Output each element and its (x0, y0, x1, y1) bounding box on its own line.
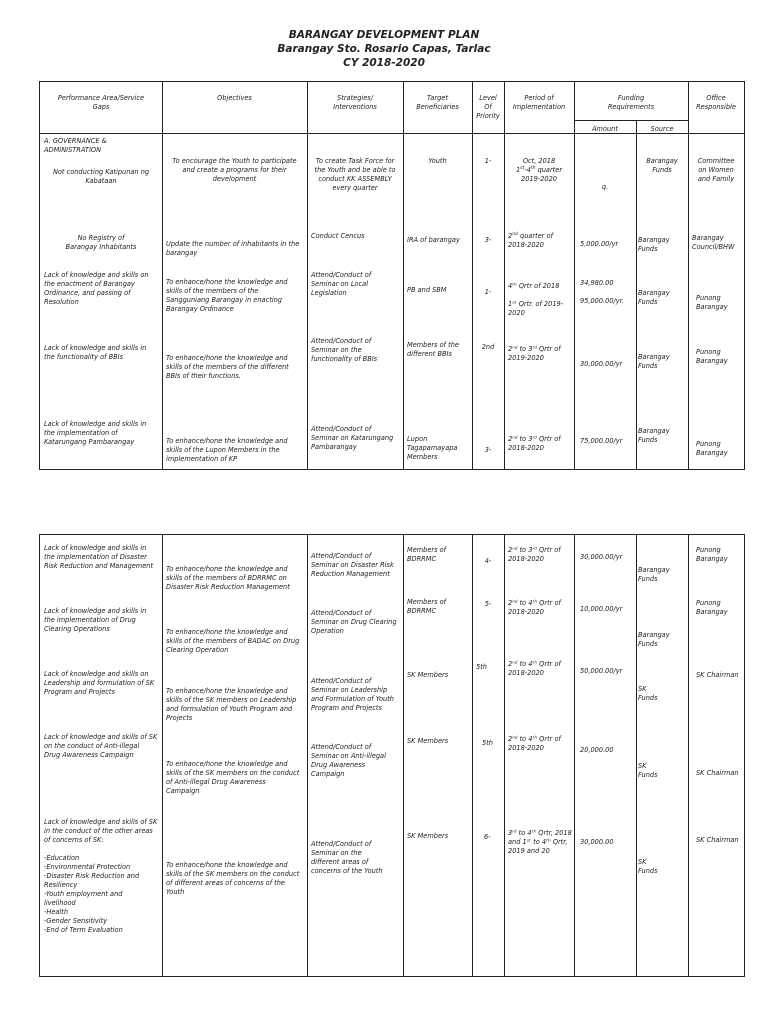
beneficiary-cell: PB and SBM (407, 286, 447, 294)
amount-cell: 75,000.00/yr (580, 437, 623, 445)
office-cell: Punong Barangay (696, 348, 728, 365)
gap-cell: Not conducting Katipunan ng Kabataan (52, 168, 150, 185)
source-cell: SK Funds (638, 685, 658, 702)
source-cell: SK Funds (638, 858, 658, 875)
gap-cell: Lack of knowledge and skills on Leadership and formulation of SK Program and Projects (44, 670, 155, 696)
section-governance: A. GOVERNANCE & ADMINISTRATION (44, 137, 107, 154)
source-cell: Barangay Funds (638, 427, 670, 444)
plan-table-capacity (39, 534, 745, 977)
document-period: CY 2018-2020 (343, 57, 425, 69)
office-cell: Committee on Women and Family (697, 157, 735, 183)
office-cell: SK Chairman (696, 836, 739, 844)
beneficiary-cell: Youth (428, 157, 447, 165)
amount-cell: 50,000.00/yr (580, 667, 623, 675)
header-beneficiaries: Target Beneficiaries (416, 94, 459, 111)
source-cell: SK Funds (638, 762, 658, 779)
header-objectives: Objectives (217, 94, 252, 102)
source-cell: Barangay Funds (638, 289, 670, 306)
header-priority: Level Of Priority (476, 94, 500, 120)
strategy-cell: Attend/Conduct of Seminar on Anti-illegal Drug Awareness Campaign (311, 743, 386, 778)
beneficiary-cell: Members of the different BBIs (407, 341, 459, 358)
strategy-cell: Attend/Conduct of Seminar on the different areas of concerns of the Youth (311, 840, 383, 875)
office-cell: Punong Barangay (696, 546, 728, 563)
objective-cell: To enhance/hone the knowledge and skills of the members of the Sangguniang Barangay in enacting Barangay Ordinance (166, 278, 288, 313)
header-amount: Amount (592, 125, 618, 133)
beneficiary-cell: SK Members (407, 671, 449, 679)
office-cell: Punong Barangay (696, 440, 728, 457)
header-area: Performance Area/Service Gaps (57, 94, 145, 111)
office-cell: SK Chairman (696, 671, 739, 679)
document-location: Barangay Sto. Rosario Capas, Tarlac (277, 43, 491, 55)
objective-cell: To enhance/hone the knowledge and skills of the SK members on Leadership and formulation of Youth Program and Projects (166, 687, 297, 722)
amount-cell: 10,000.00/yr (580, 605, 623, 613)
priority-cell: 3- (484, 446, 492, 454)
amount-cell: q. (601, 183, 609, 191)
source-cell: Barangay Funds (638, 353, 670, 370)
source-cell: Barangay Funds (638, 631, 670, 648)
period-cell: 2ⁿᵈ to 3ʳᵈ Qrtr of 2018-2020 (508, 435, 561, 452)
objective-cell: To enhance/hone the knowledge and skills of the SK members on the conduct of different areas of concerns of the Youth (166, 861, 300, 896)
strategy-cell: Attend/Conduct of Seminar on Drug Clearing Operation (311, 609, 397, 635)
objective-cell: Update the number of inhabitants in the barangay (166, 240, 300, 257)
objective-cell: To enhance/hone the knowledge and skills of the Lupon Members in the implementation of KP (166, 437, 288, 463)
amount-cell: 30,000.00 (580, 838, 614, 846)
gap-cell: Lack of knowledge and skills in the implementation of Drug Clearing Operations (44, 607, 147, 633)
strategy-cell: Attend/Conduct of Seminar on Leadership and Formulation of Youth Program and Projects (311, 677, 394, 712)
period-cell: 3ʳᵈ to 4ᵗʰ Qrtr, 2018 and 1ˢᵗ to 4ᵗʰ Qrtr, 2019 and 20 (508, 829, 572, 855)
header-period: Period of Implementation (512, 94, 566, 111)
beneficiary-cell: SK Members (407, 737, 449, 745)
priority-cell: 6- (484, 833, 491, 841)
priority-cell: 4- (484, 557, 492, 565)
office-cell: Punong Barangay (696, 599, 728, 616)
gap-cell: Lack of knowledge and skills on the enactment of Barangay Ordinance, and passing of Resolution (44, 271, 149, 306)
amount-cell: 30,000.00/yr (580, 360, 623, 368)
source-cell: Barangay Funds (646, 157, 678, 174)
amount-cell: 20,000.00 (580, 746, 614, 754)
period-cell: 2ⁿᵈ to 4ᵗʰ Qrtr of 2018-2020 (508, 735, 561, 752)
priority-cell: 5- (484, 600, 492, 608)
strategy-cell: Attend/Conduct of Seminar on Disaster Risk Reduction Management (311, 552, 394, 578)
strategy-cell: Attend/Conduct of Seminar on Katarungang Pambarangay (311, 425, 394, 451)
priority-cell: 5th (482, 739, 493, 747)
priority-cell: 2nd (481, 343, 495, 351)
gap-cell: Lack of knowledge and skills of SK on the conduct of Anti-illegal Drug Awareness Campaign (44, 733, 158, 759)
gap-cell: No Registry of Barangay Inhabitants (65, 234, 137, 251)
objective-cell: To enhance/hone the knowledge and skills of the members of BADAC on Drug Clearing Operation (166, 628, 300, 654)
strategy-cell: To create Task Force for the Youth and be able to conduct KK ASSEMBLY every quarter (314, 157, 396, 192)
header-office: Office Responsible (696, 94, 736, 111)
office-cell: Punong Barangay (696, 294, 728, 311)
priority-cell: 5th (476, 663, 487, 671)
gap-cell: Lack of knowledge and skills in the functionality of BBIs (44, 344, 147, 361)
priority-cell: 1- (484, 288, 492, 296)
office-cell: SK Chairman (696, 769, 739, 777)
header-source: Source (650, 125, 674, 133)
strategy-cell: Attend/Conduct of Seminar on Local Legislation (311, 271, 372, 297)
objective-cell: To enhance/hone the knowledge and skills of the members of BDRRMC on Disaster Risk Reduction Management (166, 565, 290, 591)
amount-cell: 30,000.00/yr (580, 553, 623, 561)
priority-cell: 1- (484, 157, 492, 165)
source-cell: Barangay Funds (638, 236, 670, 253)
amount-cell: 5,000.00/yr (580, 240, 619, 248)
document-header (0, 28, 768, 70)
period-cell: 4ᵗʰ Qrtr of 2018 1ˢᵗ Qrtr. of 2019- 2020 (508, 282, 564, 317)
header-strategies: Strategies/ Interventions (333, 94, 377, 111)
strategy-cell: Conduct Cencus (311, 232, 365, 240)
office-cell: Barangay Council/BHW (692, 234, 735, 251)
period-cell: 2ⁿᵈ to 4ᵗʰ Qrtr of 2018-2020 (508, 599, 561, 616)
gap-cell: Lack of knowledge and skills in the implementation of Katarungang Pambarangay (44, 420, 147, 446)
period-cell: 2ⁿᵈ to 3ʳᵈ Qrtr of 2019-2020 (508, 345, 561, 362)
gap-cell: Lack of knowledge and skills in the implementation of Disaster Risk Reduction and Management (44, 544, 154, 570)
amount-cell: 34,980.00 95,000.00/yr. (580, 279, 624, 305)
plan-table-governance (39, 81, 745, 470)
period-cell: Oct, 2018 1st-4th quarter 2019-2020 (515, 157, 563, 183)
objective-cell: To encourage the Youth to participate and create a programs for their development (172, 157, 297, 183)
priority-cell: 3- (484, 236, 492, 244)
source-cell: Barangay Funds (638, 566, 670, 583)
period-cell: 2ⁿᵈ to 4ᵗʰ Qrtr of 2018-2020 (508, 660, 561, 677)
objective-cell: To enhance/hone the knowledge and skills of the SK members on the conduct of Anti-illegal Drug Awareness Campaign (166, 760, 300, 795)
beneficiary-cell: Members of BDRRMC (407, 546, 447, 563)
gap-cell: Lack of knowledge and skills of SK in the conduct of the other areas of concerns of SK: -Education -Environmental Protection -Disaster Risk Reduction and Resiliency -Youth employment and livelihood -Health -Gender Sensitivity -End of Term Evaluation (44, 818, 158, 934)
strategy-cell: Attend/Conduct of Seminar on the functionality of BBIs (311, 337, 378, 363)
document-title: BARANGAY DEVELOPMENT PLAN (288, 29, 480, 41)
objective-cell: To enhance/hone the knowledge and skills of the members of the different BBIs of their functions. (166, 354, 289, 380)
header-funding: Funding Requirements (607, 94, 655, 111)
beneficiary-cell: IRA of barangay (407, 236, 460, 244)
beneficiary-cell: SK Members (407, 832, 449, 840)
beneficiary-cell: Members of BDRRMC (407, 598, 447, 615)
beneficiary-cell: Lupon Tagapamayapa Members (407, 435, 458, 461)
period-cell: 2ⁿᵈ to 3ʳᵈ Qrtr of 2018-2020 (508, 546, 561, 563)
period-cell: 2nd quarter of 2018-2020 (508, 231, 553, 249)
